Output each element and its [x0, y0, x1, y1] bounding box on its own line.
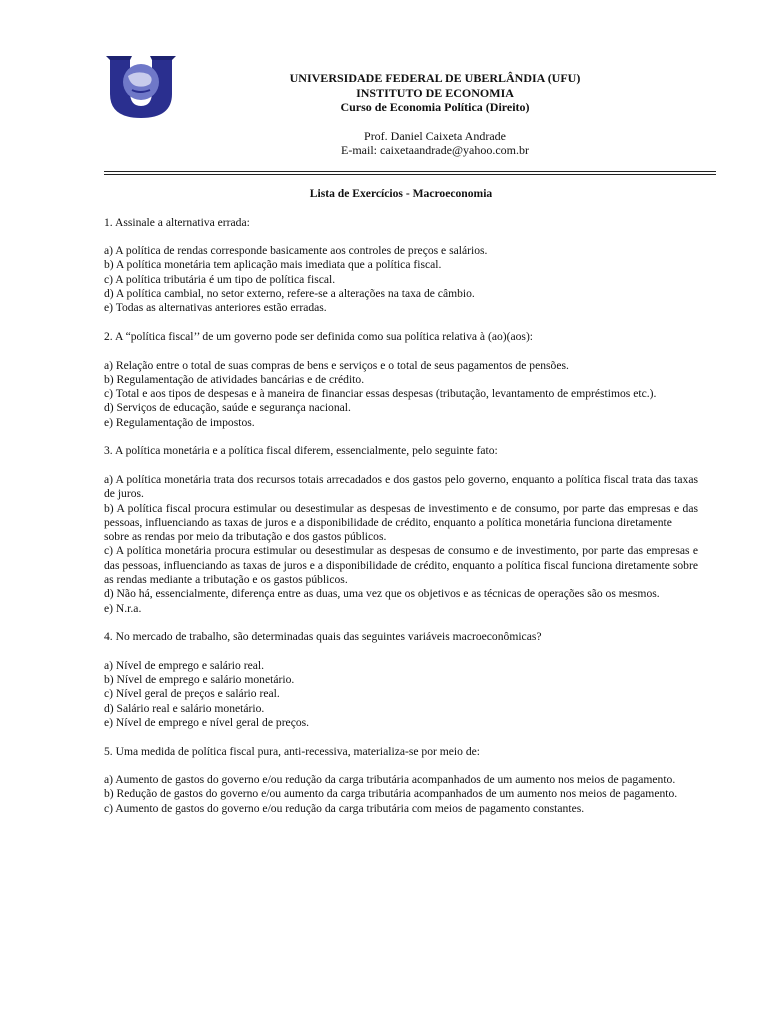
question-1	[104, 216, 698, 316]
option-a: a) Aumento de gastos do governo e/ou redução da carga tributária acompanhados de um aumento nos meios de pagamento.	[104, 773, 676, 787]
question-text: 2. A “política fiscal’’ de um governo pode ser definida como sua política relativa à (ao)(aos):	[104, 329, 534, 343]
option-list	[104, 359, 698, 430]
option-c: c) Total e aos tipos de despesas e à maneira de financiar essas despesas (tributação, levantamento de empréstimos etc.).	[104, 387, 657, 401]
option-a: a) A política de rendas corresponde basicamente aos controles de preços e salários.	[104, 244, 488, 258]
question-2	[104, 330, 698, 430]
option-b-continued: sobre as rendas por meio da tributação e dos gastos públicos.	[104, 530, 387, 544]
option-list	[104, 773, 698, 816]
question-text: 1. Assinale a alternativa errada:	[104, 215, 250, 229]
question-4	[104, 630, 698, 730]
exercise-list	[104, 187, 698, 830]
document-title: Lista de Exercícios - Macroeconomia	[309, 187, 493, 200]
ufu-logo-icon	[104, 52, 178, 124]
header-divider	[104, 174, 716, 175]
option-d: d) A política cambial, no setor externo, refere-se a alterações na taxa de câmbio.	[104, 287, 475, 301]
option-a: a) Relação entre o total de suas compras de bens e serviços e o total de seus pagamentos de pensões.	[104, 358, 569, 372]
option-d: d) Não há, essencialmente, diferença entre as duas, uma vez que os objetivos e as técnicas de operações são os mesmos.	[104, 587, 660, 601]
professor-email: E-mail: caixetaandrade@yahoo.com.br	[341, 143, 529, 157]
option-e: e) Regulamentação de impostos.	[104, 415, 255, 429]
option-d: d) Serviços de educação, saúde e segurança nacional.	[104, 401, 351, 415]
option-e: e) N.r.a.	[104, 601, 142, 615]
option-list	[104, 659, 698, 730]
course-name: Curso de Economia Política (Direito)	[340, 100, 530, 114]
option-d: d) Salário real e salário monetário.	[104, 701, 265, 715]
option-b: b) A política fiscal procura estimular ou desestimular as despesas de investimento e de consumo, por parte das empresas e das pessoas, influenciando as taxas de juros e a disponibilidade de crédito, enquanto a política monetária funciona diretamente	[104, 501, 698, 529]
option-b: b) Regulamentação de atividades bancárias e de crédito.	[104, 372, 365, 386]
option-c: c) A política monetária procura estimular ou desestimular as despesas de consumo e de investimento, por parte das empresas e das pessoas, influenciando as taxas de juros e a disponibilidade de crédito, enquanto a política fiscal funciona diretamente sobre as rendas mediante a tributação e os gastos públicos.	[104, 544, 698, 587]
option-b: b) Nível de emprego e salário monetário.	[104, 673, 295, 687]
option-list	[104, 244, 698, 315]
option-a: a) Nível de emprego e salário real.	[104, 658, 264, 672]
option-e: e) Todas as alternativas anteriores estão erradas.	[104, 301, 327, 315]
question-text: 3. A política monetária e a política fiscal diferem, essencialmente, pelo seguinte fato:	[104, 444, 498, 458]
question-5	[104, 745, 698, 816]
option-b: b) Redução de gastos do governo e/ou aumento da carga tributária acompanhados de um aumento nos meios de pagamento.	[104, 787, 678, 801]
question-text: 5. Uma medida de política fiscal pura, anti-recessiva, materializa-se por meio de:	[104, 744, 480, 758]
option-c: c) Aumento de gastos do governo e/ou redução da carga tributária com meios de pagamento constantes.	[104, 801, 585, 815]
option-e: e) Nível de emprego e nível geral de preços.	[104, 715, 310, 729]
university-name: UNIVERSIDADE FEDERAL DE UBERLÂNDIA (UFU)	[289, 71, 581, 85]
question-text: 4. No mercado de trabalho, são determinadas quais das seguintes variáveis macroeconômicas?	[104, 630, 542, 644]
option-c: c) Nível geral de preços e salário real.	[104, 687, 280, 701]
option-list	[104, 473, 698, 616]
option-c: c) A política tributária é um tipo de política fiscal.	[104, 272, 336, 286]
professor-name: Prof. Daniel Caixeta Andrade	[364, 128, 506, 143]
header-divider	[104, 171, 716, 172]
option-a: a) A política monetária trata dos recursos totais arrecadados e dos gastos pelo governo, enquanto a política fiscal trata das taxas de juros.	[104, 472, 698, 501]
option-b: b) A política monetária tem aplicação mais imediata que a política fiscal.	[104, 258, 442, 272]
document-header	[200, 71, 670, 158]
question-3	[104, 444, 698, 616]
institute-name: INSTITUTO DE ECONOMIA	[356, 85, 514, 100]
